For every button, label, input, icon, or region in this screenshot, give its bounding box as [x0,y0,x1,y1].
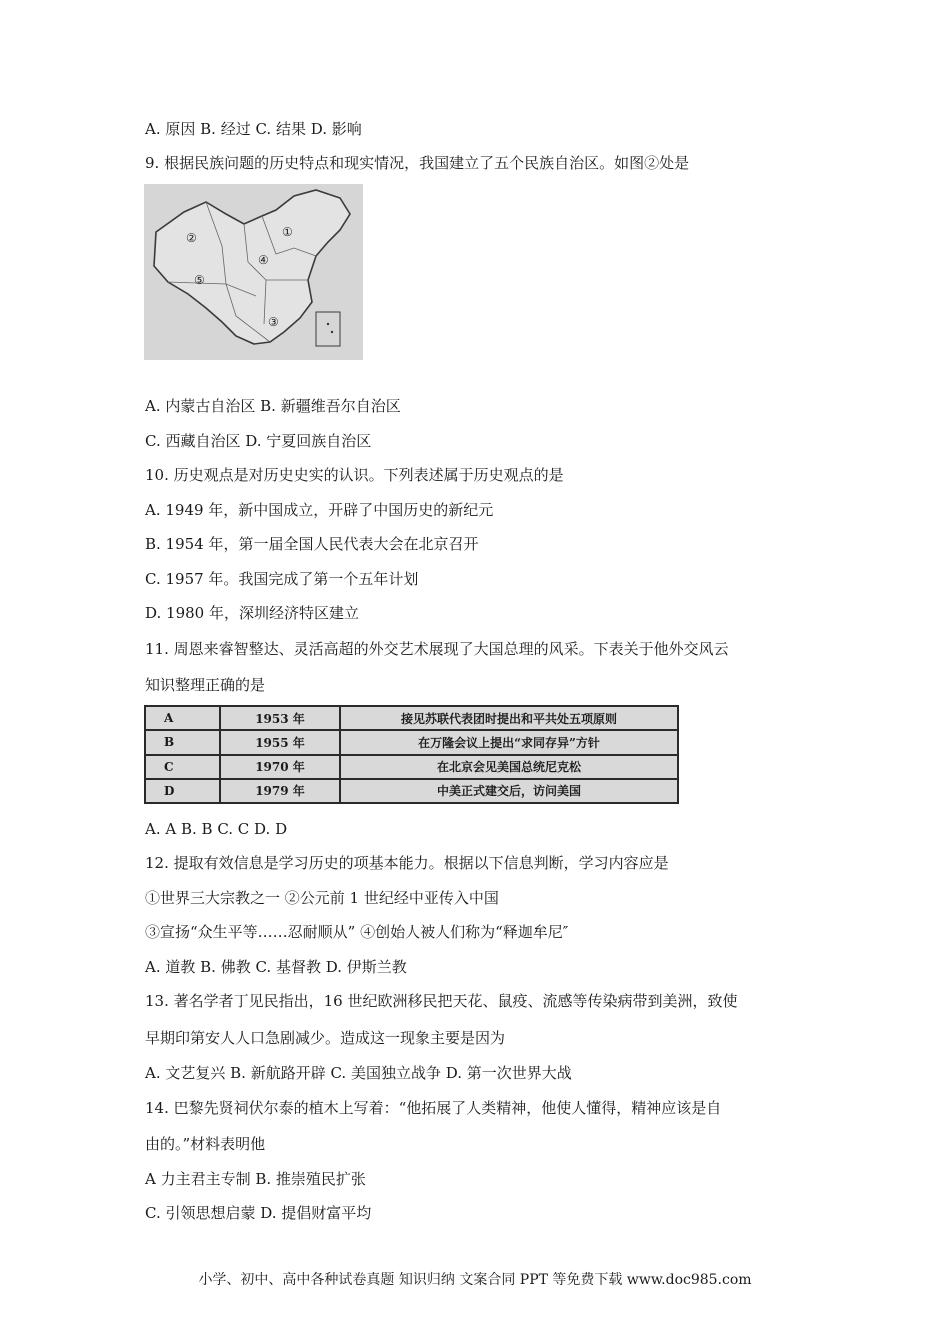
q12-info-line-1: ①世界三大宗教之一 ②公元前 1 世纪经中亚传入中国 [145,889,499,907]
table-row [145,730,678,754]
q11-stem-line-1: 11. 周恩来睿智整达、灵活高超的外交艺术展现了大国总理的风采。下表关于他外交风云 [145,640,729,658]
table-cell-event: 接见苏联代表团时提出和平共处五项原则 [340,706,678,730]
q10-option-c: C. 1957 年。我国完成了第一个五年计划 [145,570,419,588]
q14-stem-line-1: 14. 巴黎先贤祠伏尔泰的植木上写着：“他拓展了人类精神，他使人懂得，精神应该是自 [145,1099,722,1117]
q8-options: A. 原因 B. 经过 C. 结果 D. 影响 [145,120,362,138]
table-cell-event: 中美正式建交后，访问美国 [340,779,678,803]
table-row [145,755,678,779]
table-cell-key: D [145,779,220,803]
q10-option-b: B. 1954 年，第一届全国人民代表大会在北京召开 [145,535,479,553]
q9-option-line-1: A. 内蒙古自治区 B. 新疆维吾尔自治区 [145,397,401,415]
map-label-1: ① [282,225,293,239]
map-label-5: ⑤ [194,273,205,287]
q11-diplomacy-table [144,705,679,804]
map-label-2: ② [186,231,197,245]
table-row [145,779,678,803]
china-map-figure [144,184,363,360]
page-footer: 小学、初中、高中各种试卷真题 知识归纳 文案合同 PPT 等免费下载 www.doc985.com [198,1272,752,1288]
table-row [145,706,678,730]
q10-option-d: D. 1980 年，深圳经济特区建立 [145,604,359,622]
table-cell-key: A [145,706,220,730]
q12-stem: 12. 提取有效信息是学习历史的项基本能力。根据以下信息判断，学习内容应是 [145,854,669,872]
table-cell-year: 1970 年 [220,755,340,779]
q14-stem-line-2: 由的。”材料表明他 [145,1135,266,1153]
q9-stem: 9. 根据民族问题的历史特点和现实情况，我国建立了五个民族自治区。如图②处是 [145,154,690,172]
map-label-4: ④ [258,253,269,267]
q14-option-line-2: C. 引领思想启蒙 D. 提倡财富平均 [145,1204,372,1222]
q11-stem-line-2: 知识整理正确的是 [145,676,266,694]
table-cell-event: 在北京会见美国总统尼克松 [340,755,678,779]
table-cell-key: B [145,730,220,754]
q13-stem-line-1: 13. 著名学者丁见民指出，16 世纪欧洲移民把天花、鼠疫、流感等传染病带到美洲，致使 [145,992,738,1010]
table-cell-event: 在万隆会议上提出“求同存异”方针 [340,730,678,754]
map-label-3: ③ [268,315,279,329]
table-cell-year: 1953 年 [220,706,340,730]
q9-option-line-2: C. 西藏自治区 D. 宁夏回族自治区 [145,432,372,450]
q10-stem: 10. 历史观点是对历史史实的认识。下列表述属于历史观点的是 [145,466,564,484]
table-cell-year: 1955 年 [220,730,340,754]
q13-stem-line-2: 早期印第安人人口急剧减少。造成这一现象主要是因为 [145,1029,506,1047]
table-cell-key: C [145,755,220,779]
q13-options: A. 文艺复兴 B. 新航路开辟 C. 美国独立战争 D. 第一次世界大战 [145,1064,572,1082]
q10-option-a: A. 1949 年，新中国成立，开辟了中国历史的新纪元 [145,501,494,519]
q14-option-line-1: A 力主君主专制 B. 推崇殖民扩张 [145,1170,366,1188]
table-cell-year: 1979 年 [220,779,340,803]
q11-options: A. A B. B C. C D. D [145,820,288,838]
q12-options: A. 道教 B. 佛教 C. 基督教 D. 伊斯兰教 [145,958,407,976]
q12-info-line-2: ③宣扬“众生平等……忍耐顺从” ④创始人被人们称为“释迦牟尼″ [145,923,569,941]
